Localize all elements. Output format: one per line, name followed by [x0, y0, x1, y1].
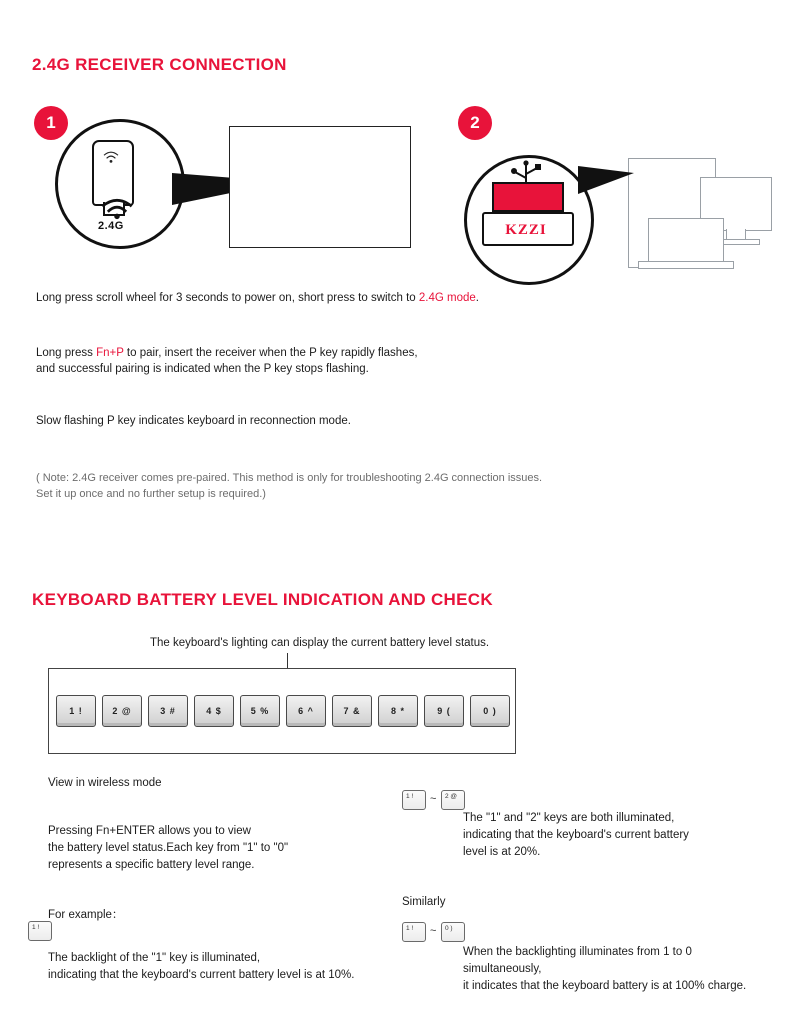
laptop-port-panel — [229, 126, 411, 248]
one-key-line-2: indicating that the keyboard's current battery level is at 10%. — [48, 969, 355, 981]
battery-10-percent-text — [48, 950, 378, 984]
keycap: 5 % — [240, 695, 280, 727]
keycap: 6 ^ — [286, 695, 326, 727]
two-keys-line-2: indicating that the keyboard's current battery — [463, 829, 689, 841]
all-keys-line-2: it indicates that the keyboard battery is at 100% charge. — [463, 980, 747, 992]
wifi-large-icon — [100, 198, 134, 220]
keycap: 1 ! — [56, 695, 96, 727]
range-b-tilde: ~ — [430, 925, 437, 937]
range-a-tilde: ~ — [430, 793, 437, 805]
battery-lighting-caption: The keyboard's lighting can display the current battery level status. — [150, 637, 490, 649]
keyboard-number-row — [56, 695, 510, 727]
keycap: 7 & — [332, 695, 372, 727]
minikey-example-1: 1 ! — [28, 921, 52, 941]
for-example-label: For example： — [48, 909, 124, 921]
note-line-2: Set it up once and no further setup is required.) — [36, 488, 266, 500]
brand-logo: KZZI — [505, 222, 547, 238]
view-wireless-mode-label: View in wireless mode — [48, 777, 162, 789]
two-keys-line-1: The "1" and "2" keys are both illuminated, — [463, 812, 675, 824]
section-title-receiver: 2.4G RECEIVER CONNECTION — [32, 55, 287, 74]
fn-enter-line-3: represents a specific battery level range. — [48, 859, 255, 871]
section-title-battery: KEYBOARD BATTERY LEVEL INDICATION AND CHECK — [32, 590, 493, 609]
pair-text-1: Long press — [36, 347, 97, 359]
keycap: 0 ) — [470, 695, 510, 727]
two-keys-line-3: level is at 20%. — [463, 846, 541, 858]
battery-20-percent-text — [463, 810, 763, 861]
step-badge-1: 1 — [34, 106, 68, 140]
minikey-range-b-start: 1 ! — [402, 922, 426, 942]
wifi-small-icon — [102, 150, 120, 164]
fn-enter-instruction — [48, 823, 358, 874]
insert-arrow-icon — [515, 186, 537, 200]
keycap: 2 @ — [102, 695, 142, 727]
instruction-reconnection: Slow flashing P key indicates keyboard in reconnection mode. — [36, 415, 351, 427]
minikey-range-a-end: 2 @ — [441, 790, 465, 810]
laptop-base-graphic — [638, 261, 734, 269]
power-on-text-1: Long press scroll wheel for 3 seconds to power on, short press to switch to — [36, 292, 419, 304]
pair-text-line2: and successful pairing is indicated when the P key stops flashing. — [36, 363, 369, 375]
minikey-range-a-start: 1 ! — [402, 790, 426, 810]
dongle-24g-label: 2.4G — [98, 220, 124, 232]
pointer-wedge-2 — [578, 166, 634, 194]
keycap: 4 $ — [194, 695, 234, 727]
keycap: 3 # — [148, 695, 188, 727]
instruction-power-on — [36, 290, 596, 306]
one-key-line-1: The backlight of the "1" key is illuminated, — [48, 952, 261, 964]
battery-100-percent-text — [463, 944, 773, 995]
keycap: 8 * — [378, 695, 418, 727]
fn-enter-line-2: the battery level status.Each key from "1" to "0" — [48, 842, 289, 854]
similarly-label: Similarly — [402, 896, 446, 908]
keycap: 9 ( — [424, 695, 464, 727]
power-on-highlight: 2.4G mode — [418, 292, 476, 304]
receiver-note — [36, 470, 636, 502]
minikey-range-b-end: 0 ) — [441, 922, 465, 942]
all-keys-line-1: When the backlighting illuminates from 1 to 0 simultaneously, — [463, 946, 692, 975]
step-badge-2: 2 — [458, 106, 492, 140]
pair-highlight-fnp: Fn+P — [96, 347, 124, 359]
power-on-text-2: . — [475, 292, 479, 304]
note-line-1: ( Note: 2.4G receiver comes pre-paired. This method is only for troubleshooting 2.4G connection issues. — [36, 472, 543, 484]
fn-enter-line-1: Pressing Fn+ENTER allows you to view — [48, 825, 251, 837]
instruction-pairing — [36, 345, 596, 377]
pair-text-2: to pair, insert the receiver when the P key rapidly flashes, — [123, 347, 418, 359]
laptop-screen-graphic — [648, 218, 724, 264]
